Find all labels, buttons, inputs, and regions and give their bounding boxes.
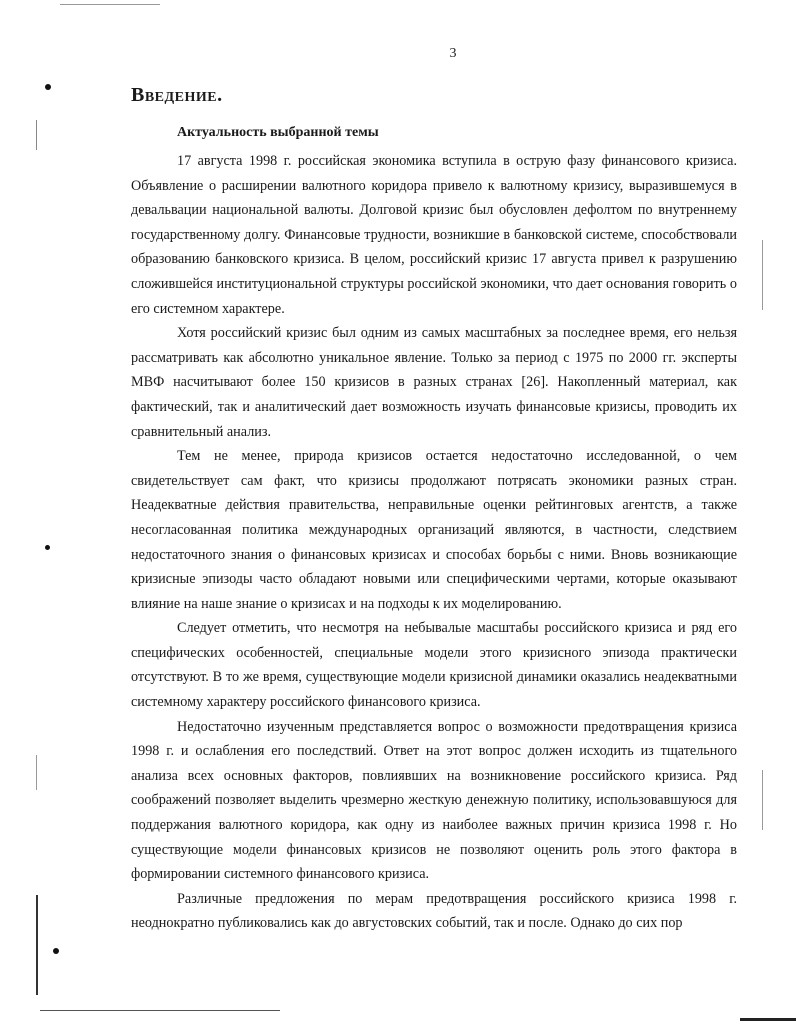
paragraph: Хотя российский кризис был одним из самых масштабных за последнее время, его нельзя рассматривать как абсолютно уникальное явление. Только за период с 1975 по 2000 гг. эксперты МВФ насчитывают более 150 кризисов в разных странах [26]. Накопленный материал, как фактический, так и аналитический дает возможность изучать финансовые кризисы, проводить их сравнительный анализ.: [131, 325, 737, 440]
scan-edge-left: [36, 895, 38, 995]
scan-line-top: [60, 4, 160, 5]
scan-edge-bottom: [40, 1010, 280, 1011]
scan-dot: [45, 545, 50, 550]
page-number: 3: [449, 46, 457, 61]
scan-edge-right: [762, 770, 763, 830]
page-title: Введение.: [131, 84, 223, 106]
paragraph: 17 августа 1998 г. российская экономика вступила в острую фазу финансового кризиса. Объявление о расширении валютного коридора привело к валютному кризису, выразившемуся в девальвации национальной валюты. Долговой кризис был обусловлен дефолтом по внутреннему государственному долгу. Финансовые трудности, возникшие в банковской системе, способствовали образованию банковского кризиса. В целом, российский кризис 17 августа привел к разрушению сложившейся институциональной структуры российской экономики, что дает основания говорить о его системном характере.: [131, 153, 737, 317]
scan-dot: [45, 84, 51, 90]
paragraph: Следует отметить, что несмотря на небывалые масштабы российского кризиса и ряд его специфических особенностей, специальные модели этого кризисного эпизода практически отсутствуют. В то же время, существующие модели кризисной динамики оказались неадекватными системному характеру российского финансового кризиса.: [131, 620, 737, 711]
paragraph: Тем не менее, природа кризисов остается недостаточно исследованной, о чем свидетельствует сам факт, что кризисы продолжают потрясать экономики разных стран. Неадекватные действия правительства, неправильные оценки рейтинговых агентств, а также несогласованная политика международных организаций являются, в частности, следствием недостаточного знания о финансовых кризисах и способах борьбы с ними. Вновь возникающие кризисные эпизоды часто обладают новыми или специфическими чертами, которые оказывают влияние на наше знание о кризисах и на подходы к их моделированию.: [131, 448, 737, 612]
paragraph: Недостаточно изученным представляется вопрос о возможности предотвращения кризиса 1998 г. и ослабления его последствий. Ответ на этот вопрос должен исходить из тщательного анализа всех основных факторов, повлиявших на возникновение российского кризиса. Ряд соображений позволяет выделить чрезмерно жесткую денежную политику, использовавшуюся для поддержания валютного коридора, как одну из наиболее важных причин кризиса 1998 г. Но существующие модели финансовых кризисов не позволяют оценить роль этого фактора в формировании системного финансового кризиса.: [131, 718, 737, 883]
paragraph: Различные предложения по мерам предотвращения российского кризиса 1998 г. неоднократно публиковались как до августовских событий, так и после. Однако до сих пор: [131, 890, 737, 932]
scan-edge-left: [36, 755, 37, 790]
scan-edge-left: [36, 120, 37, 150]
section-subheading: Актуальность выбранной темы: [177, 125, 379, 140]
scan-edge-bottom: [740, 1018, 796, 1021]
scan-edge-right: [762, 240, 763, 310]
scan-dot: [53, 948, 59, 954]
body-text: [131, 149, 737, 936]
